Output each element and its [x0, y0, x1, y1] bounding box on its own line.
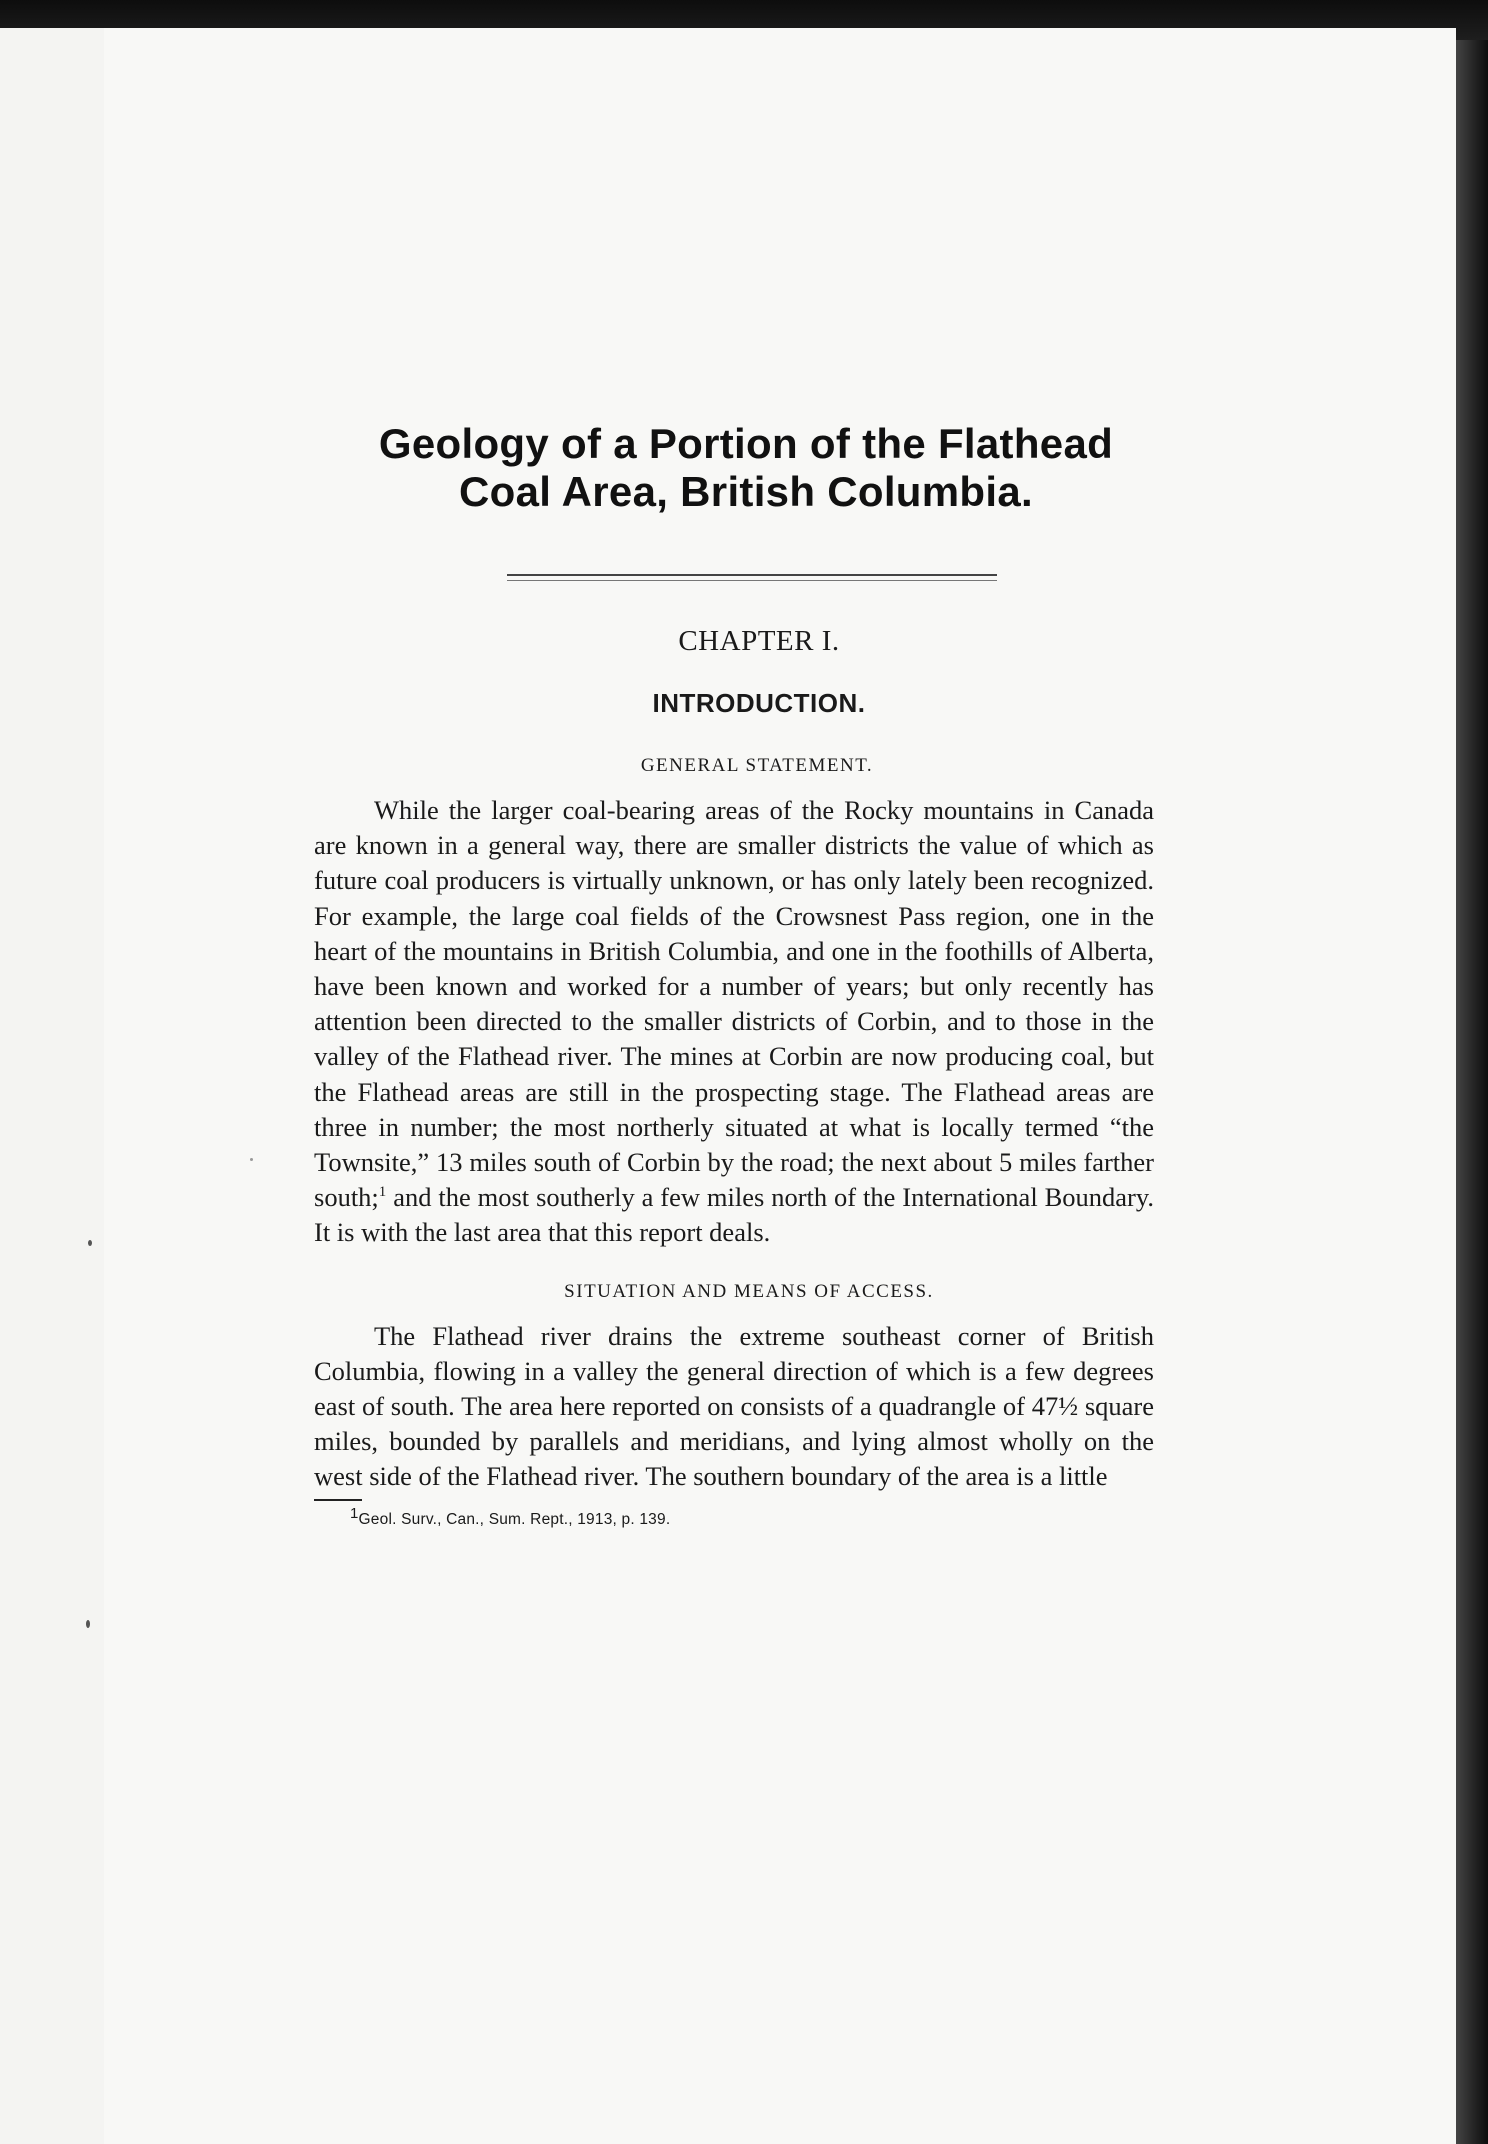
page-content — [314, 420, 1154, 1529]
general-statement-text-b: and the most southerly a few miles north of the International Boundary. It is with the last area that this report deals. — [314, 1182, 1154, 1248]
scan-right-edge — [1456, 40, 1488, 2144]
footnote-text: Geol. Surv., Can., Sum. Rept., 1913, p. 139. — [358, 1510, 671, 1528]
document-title — [338, 420, 1154, 516]
title-line-1: Geology of a Portion of the Flathead — [378, 420, 1114, 467]
footnote-divider — [314, 1499, 362, 1501]
chapter-heading: CHAPTER I. — [678, 625, 840, 657]
general-statement-text-a: While the larger coal-bearing areas of the Rocky mountains in Canada are known in a general way, there are smaller districts the value of which as future coal producers is virtually unknown, or has only lately been recognized. For example, the large coal fields of the Crowsnest Pass region, one in the heart of the mountains in British Columbia, and one in the foothills of Alberta, have been known and worked for a number of years; but only recently has attention been directed to the smaller districts of Corbin, and to those in the valley of the Flathead river. The mines at Corbin are now producing coal, but the Flathead areas are still in the prospecting stage. The Flathead areas are three in number; the most northerly situated at what is locally termed “the Townsite,” 13 miles south of Corbin by the road; the next about 5 miles farther south; — [314, 795, 1154, 1213]
general-statement-heading: GENERAL STATEMENT. — [640, 755, 874, 776]
footnote-marker: 1 — [350, 1504, 359, 1522]
situation-heading: SITUATION AND MEANS OF ACCESS. — [564, 1280, 934, 1302]
facing-page-gutter — [0, 28, 106, 2144]
footnote-reference: 1 — [378, 1184, 387, 1201]
scan-speck — [88, 1240, 92, 1246]
section-heading: INTRODUCTION. — [652, 688, 866, 718]
footnote — [350, 1504, 1154, 1529]
title-divider — [507, 574, 997, 581]
title-line-2: Coal Area, British Columbia. — [459, 468, 1033, 515]
scan-speck — [250, 1158, 253, 1161]
general-statement-paragraph — [314, 793, 1154, 1251]
situation-paragraph: The Flathead river drains the extreme southeast corner of British Columbia, flowing in a valley the general direction of which is a few degrees east of south. The area here reported on consists of a quadrangle of 47½ square miles, bounded by parallels and meridians, and lying almost wholly on the west side of the Flathead river. The southern boundary of the area is a little — [314, 1320, 1154, 1492]
scan-speck — [86, 1620, 90, 1628]
